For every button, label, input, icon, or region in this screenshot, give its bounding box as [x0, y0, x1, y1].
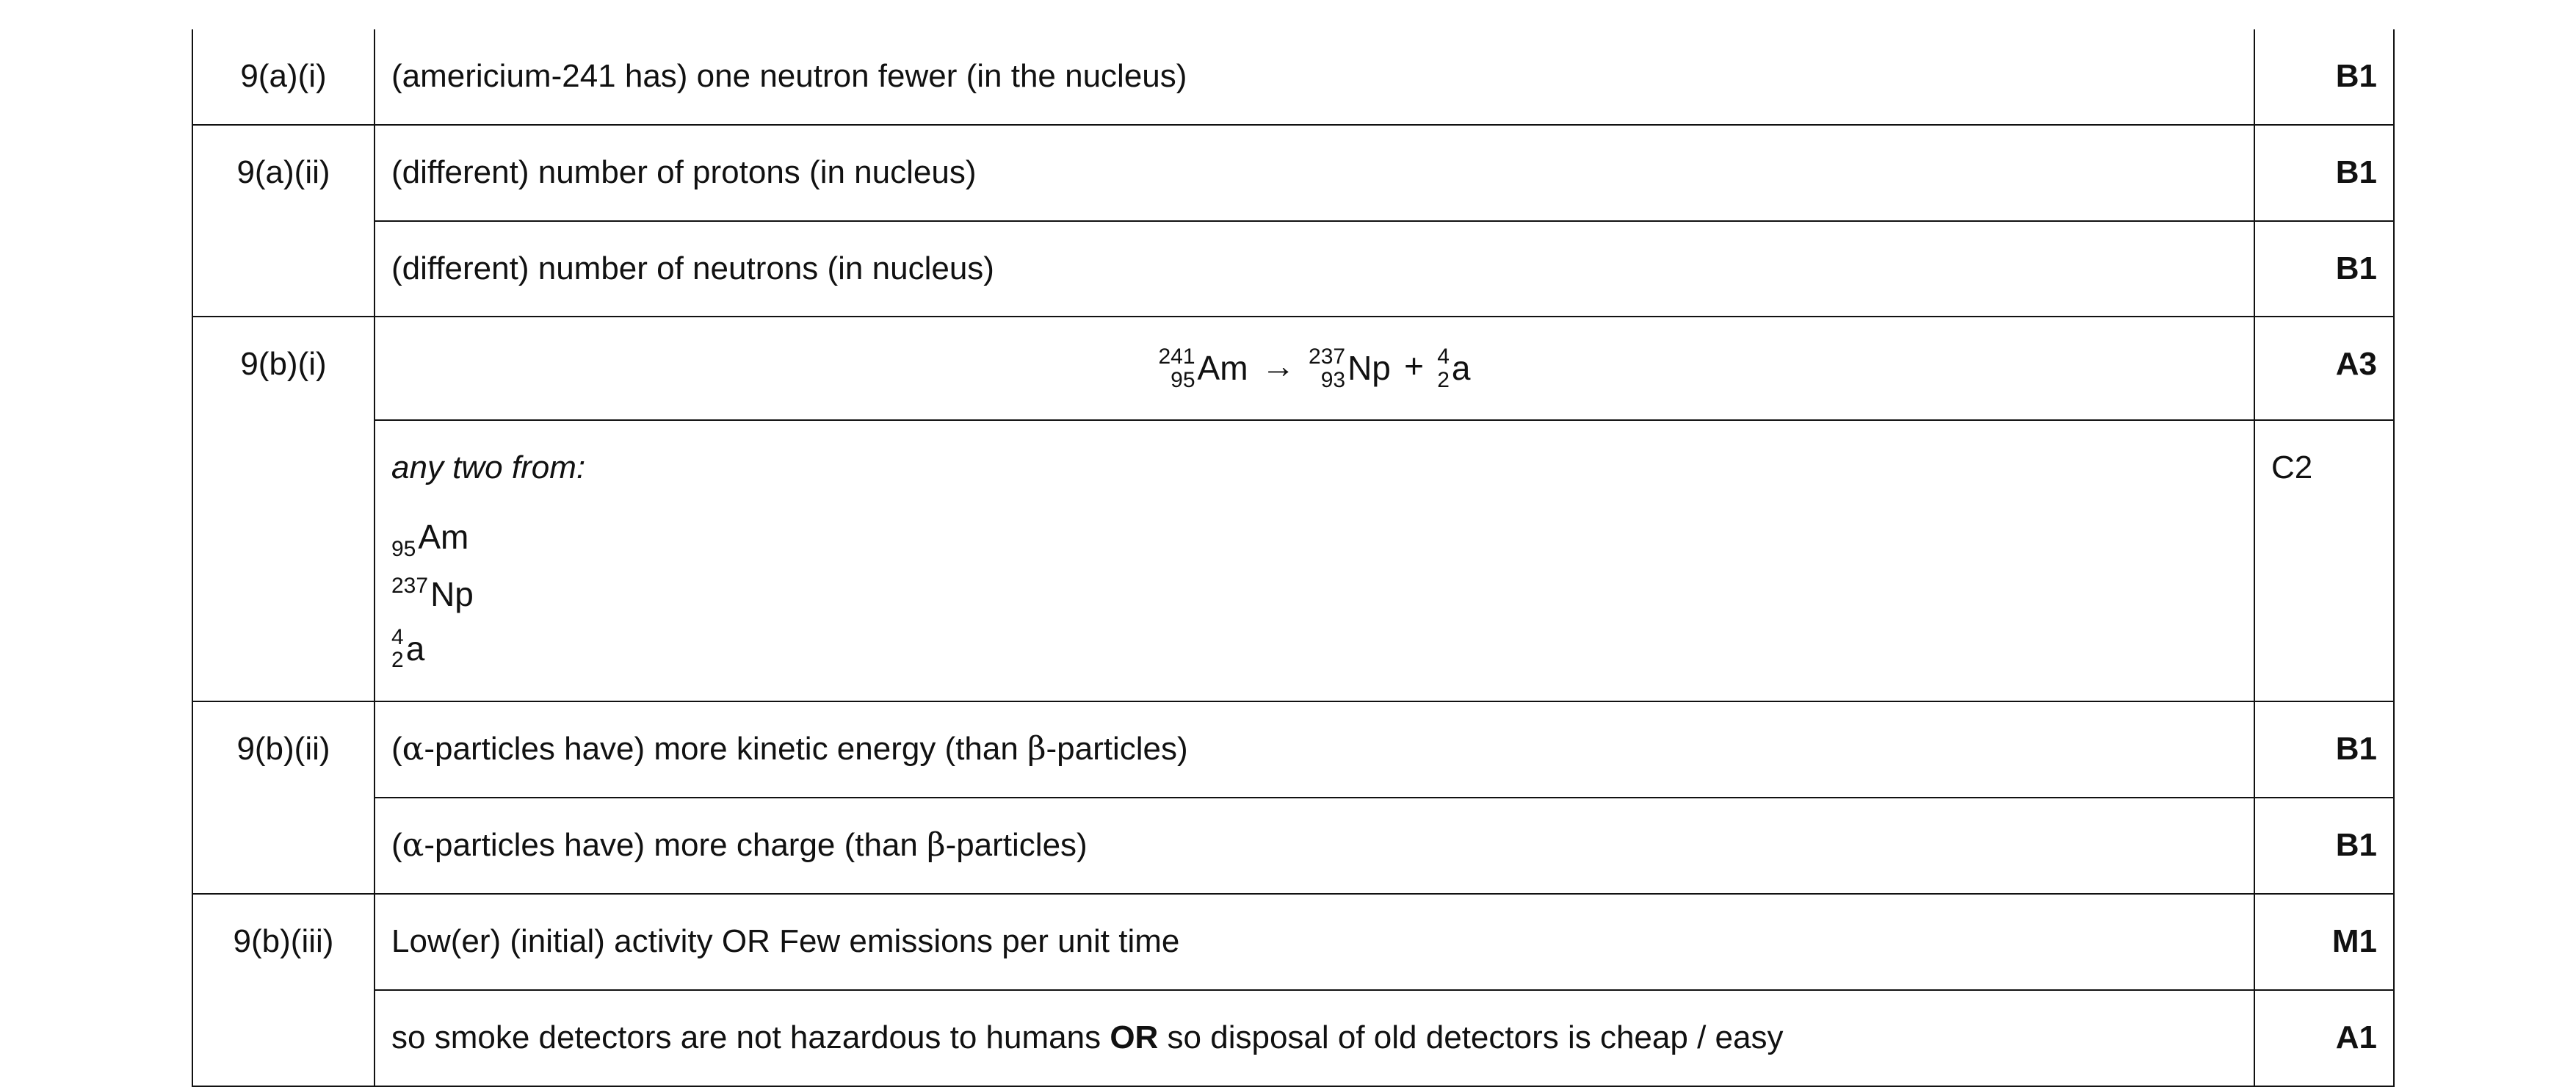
- atomic-number: 2: [391, 648, 404, 673]
- atomic-number: 95: [1171, 367, 1195, 392]
- mark-scheme-table: [192, 29, 2395, 1087]
- beta-symbol: β: [927, 826, 946, 864]
- mark-code: B1: [2254, 798, 2394, 894]
- question-number: 9(b)(iii): [192, 894, 375, 1086]
- nuclide-product-1: [1309, 345, 1391, 391]
- list-item: [391, 626, 2237, 672]
- element-symbol: Am: [418, 518, 469, 557]
- nuclide-product-2: [1437, 345, 1470, 391]
- question-number: 9(a)(i): [192, 29, 375, 125]
- mark-code: A1: [2254, 990, 2394, 1086]
- mass-number: 4: [1437, 344, 1450, 369]
- atomic-number: 93: [1320, 367, 1346, 392]
- element-symbol: a: [1451, 349, 1471, 388]
- mass-number: 237: [1309, 344, 1346, 369]
- answer-text: (americium-241 has) one neutron fewer (in the nucleus): [375, 29, 2254, 125]
- mark-code: B1: [2254, 125, 2394, 221]
- beta-symbol: β: [1027, 730, 1046, 768]
- list-intro: any two from:: [391, 449, 586, 486]
- list-item: [391, 517, 2237, 563]
- answer-text: (different) number of protons (in nucleus): [375, 125, 2254, 221]
- table-row: [192, 990, 2394, 1086]
- alpha-symbol: α: [402, 730, 424, 768]
- list-item: [391, 573, 2237, 615]
- mark-code: B1: [2254, 221, 2394, 317]
- answer-text: Low(er) (initial) activity OR Few emissions per unit time: [375, 894, 2254, 990]
- arrow-symbol: →: [1261, 346, 1295, 385]
- or-keyword: OR: [1110, 1019, 1159, 1055]
- mass-number: 237: [391, 574, 429, 599]
- table-row: [192, 29, 2394, 125]
- table-row: [192, 317, 2394, 420]
- question-number: 9(b)(ii): [192, 701, 375, 894]
- atomic-number: 2: [1437, 367, 1450, 392]
- question-number: 9(b)(i): [192, 317, 375, 701]
- atomic-number: 95: [391, 537, 416, 562]
- mark-code: M1: [2254, 894, 2394, 990]
- mark-code: C2: [2254, 420, 2394, 701]
- answer-text: (α-particles have) more kinetic energy (than β-particles): [375, 701, 2254, 798]
- mark-code: B1: [2254, 29, 2394, 125]
- table-row: [192, 221, 2394, 317]
- plus-symbol: +: [1404, 346, 1424, 385]
- mass-number: 4: [391, 624, 404, 649]
- answer-text: (different) number of neutrons (in nucleus): [375, 221, 2254, 317]
- alpha-symbol: α: [402, 826, 424, 864]
- element-symbol: Am: [1197, 349, 1248, 388]
- answer-text: so smoke detectors are not hazardous to humans OR so disposal of old detectors is cheap / easy: [375, 990, 2254, 1086]
- table-row: [192, 798, 2394, 894]
- table-row: [192, 894, 2394, 990]
- element-symbol: Np: [1347, 349, 1391, 388]
- table-row: [192, 420, 2394, 701]
- decay-equation: [375, 317, 2254, 420]
- mark-code: A3: [2254, 317, 2394, 420]
- table-row: [192, 125, 2394, 221]
- question-number: 9(a)(ii): [192, 125, 375, 317]
- table-row: [192, 701, 2394, 798]
- mass-number: 241: [1158, 344, 1195, 369]
- answer-list: [375, 420, 2254, 701]
- element-symbol: Np: [430, 575, 474, 614]
- element-symbol: a: [405, 629, 425, 668]
- nuclide-reactant: [1158, 345, 1248, 391]
- mark-code: B1: [2254, 701, 2394, 798]
- answer-text: (α-particles have) more charge (than β-particles): [375, 798, 2254, 894]
